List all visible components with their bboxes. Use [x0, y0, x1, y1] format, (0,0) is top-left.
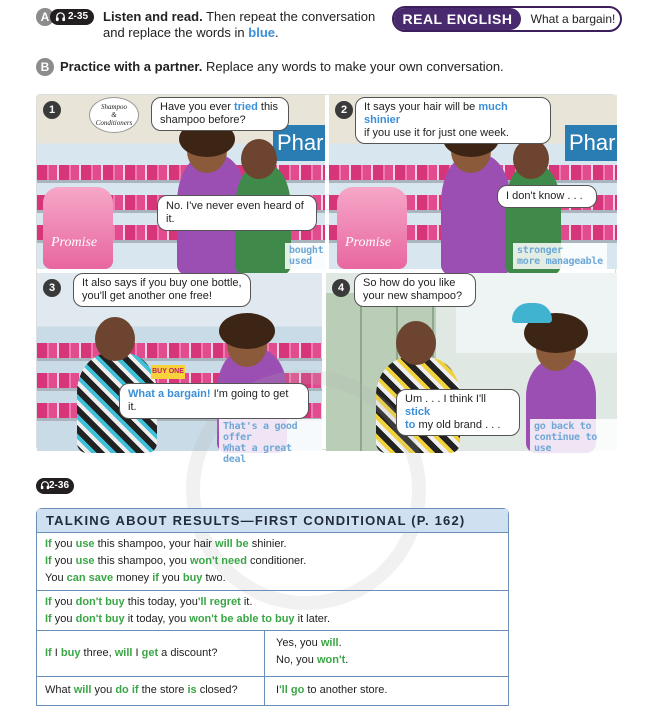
audio-track-badge[interactable]	[50, 9, 94, 25]
grammar-keyword: will	[73, 684, 92, 696]
instruction-bold: Listen and read.	[103, 9, 203, 24]
replaceable-word: What a bargain!	[128, 388, 211, 400]
speech-bubble	[119, 383, 309, 419]
grammar-keyword: will	[114, 647, 133, 659]
sticker-line: Shampoo	[100, 103, 128, 111]
grammar-section-2	[37, 591, 508, 631]
grammar-answers	[266, 631, 508, 676]
instruction-b-bold: Practice with a partner.	[60, 59, 203, 74]
girl-purple-shirt	[441, 155, 511, 275]
speech-text: It also says if you buy one bottle,	[82, 277, 242, 289]
grammar-answer	[276, 682, 508, 699]
alt-word: more manageable	[517, 256, 603, 267]
speech-text: Um . . . I think I'll	[405, 393, 486, 405]
speech-text: I'm going to get it.	[128, 388, 289, 413]
speech-bubble	[497, 185, 597, 208]
grammar-text: What	[45, 684, 74, 696]
grammar-text: it today, you	[124, 613, 190, 625]
grammar-keyword: buy	[60, 647, 81, 659]
grammar-text: two.	[202, 572, 226, 584]
boy-head	[396, 321, 436, 365]
real-english-label: REAL ENGLISH	[394, 8, 521, 30]
grammar-text: money	[113, 572, 153, 584]
replaceable-word: stick	[405, 406, 431, 418]
section-a-badge: A	[36, 8, 54, 26]
boy-head	[513, 139, 549, 179]
grammar-text: you	[158, 572, 183, 584]
grammar-question	[37, 677, 265, 705]
shampoo-bottle	[337, 187, 407, 269]
grammar-text: you	[51, 596, 76, 608]
grammar-text: Yes, you	[276, 637, 321, 649]
shampoo-sign	[89, 97, 139, 133]
real-english-box	[392, 6, 622, 32]
grammar-text: to another store.	[304, 684, 388, 696]
grammar-keyword: won't need	[189, 555, 247, 567]
speech-text: I don't know . . .	[506, 190, 583, 202]
grammar-example	[45, 570, 500, 587]
alt-word: bought	[289, 245, 324, 256]
panel-number: 3	[43, 279, 61, 297]
grammar-keyword: If	[45, 596, 52, 608]
speech-bubble	[157, 195, 317, 231]
speech-text: No. I've never even heard of it.	[166, 200, 304, 225]
speech-text: Have you ever	[160, 101, 234, 113]
grammar-keyword: will be	[215, 538, 249, 550]
sticker-line: Conditioners	[95, 119, 133, 127]
grammar-keyword: will	[320, 637, 339, 649]
grammar-keyword: do if	[115, 684, 139, 696]
grammar-text: this today, you	[124, 596, 198, 608]
track-number: 2-36	[49, 480, 70, 491]
grammar-text: the store	[138, 684, 188, 696]
speech-bubble	[396, 389, 520, 436]
shelf-price-tag: BUY ONE	[151, 365, 185, 379]
grammar-example	[45, 536, 500, 553]
section-b-instructions	[60, 59, 540, 75]
grammar-text: it later.	[294, 613, 331, 625]
girl-hair	[219, 313, 275, 349]
speech-bubble	[355, 97, 551, 144]
alt-word: That's a good offer	[223, 421, 298, 443]
alternative-words	[530, 419, 617, 456]
speech-text: It says your hair will be	[364, 101, 479, 113]
grammar-text: it.	[240, 596, 253, 608]
grammar-text: I	[132, 647, 142, 659]
speech-bubble	[354, 273, 476, 307]
grammar-keyword: won't	[316, 654, 346, 666]
headphones-icon	[40, 480, 50, 490]
grammar-keyword: don't buy	[75, 596, 125, 608]
alt-word: used	[289, 256, 312, 267]
instruction-rest: Then repeat the conversation	[202, 9, 376, 24]
alternative-words	[219, 419, 322, 467]
grammar-answer	[276, 635, 508, 652]
section-a-instructions	[103, 9, 393, 41]
audio-track-badge-2[interactable]	[36, 478, 74, 494]
comic-panel-3	[37, 273, 322, 465]
replaceable-word: tried	[233, 101, 258, 113]
grammar-keyword: won't be able to buy	[189, 613, 295, 625]
grammar-example	[45, 611, 500, 628]
speech-text: shampoo before?	[160, 114, 246, 126]
alternative-words	[285, 243, 327, 269]
grammar-keyword: If	[45, 613, 52, 625]
instruction-b-rest: Replace any words to make your own conversation.	[202, 59, 504, 74]
grammar-keyword: If	[45, 555, 52, 567]
comic-strip	[36, 94, 616, 465]
grammar-question-row	[37, 631, 508, 677]
grammar-keyword: If	[45, 647, 52, 659]
comic-panel-4	[326, 273, 617, 454]
alt-word: go back to	[534, 421, 592, 432]
shampoo-bottle	[43, 187, 113, 269]
speech-text: if you use it for just one week.	[364, 127, 509, 139]
alt-word: continue to use	[534, 432, 597, 454]
grammar-text: you	[51, 613, 76, 625]
grammar-table	[36, 508, 509, 706]
speech-text: So how do you like	[363, 277, 456, 289]
grammar-text: you	[91, 684, 116, 696]
panel-number: 2	[335, 101, 353, 119]
grammar-answer	[276, 652, 508, 669]
grammar-keyword: buy	[182, 572, 203, 584]
grammar-question	[37, 631, 265, 676]
grammar-keyword: can save	[66, 572, 114, 584]
grammar-example	[45, 594, 500, 611]
grammar-text: You	[45, 572, 67, 584]
grammar-text: this shampoo, your hair	[94, 538, 216, 550]
alternative-words	[513, 243, 607, 269]
speech-bubble	[151, 97, 289, 131]
comic-panel-1	[37, 95, 325, 269]
grammar-text: No, you	[276, 654, 317, 666]
grammar-text: a discount?	[158, 647, 218, 659]
grammar-section-1	[37, 533, 508, 591]
grammar-text: this shampoo, you	[94, 555, 190, 567]
grammar-text: you	[51, 555, 76, 567]
grammar-example	[45, 645, 264, 662]
cap	[512, 303, 552, 323]
comic-panel-2	[329, 95, 617, 269]
panel-number: 4	[332, 279, 350, 297]
grammar-keyword: 'll regret	[197, 596, 241, 608]
instruction-line2-end: .	[275, 25, 279, 40]
instruction-blue-word: blue	[248, 25, 275, 40]
grammar-keyword: use	[75, 555, 95, 567]
grammar-keyword: is	[187, 684, 197, 696]
grammar-keyword: use	[75, 538, 95, 550]
replaceable-word: much shinier	[364, 101, 508, 126]
grammar-example	[45, 553, 500, 570]
grammar-keyword: 'll go	[279, 684, 305, 696]
speech-text: your new shampoo?	[363, 290, 463, 302]
section-b-badge: B	[36, 58, 54, 76]
speech-bubble	[73, 273, 251, 307]
alt-word: What a great deal	[223, 443, 292, 465]
track-number: 2-35	[68, 11, 89, 22]
speech-text: you'll get another one free!	[82, 290, 212, 302]
real-english-phrase: What a bargain!	[530, 12, 616, 26]
alt-word: stronger	[517, 245, 563, 256]
grammar-keyword: If	[45, 538, 52, 550]
bottle-brand: Promise	[51, 235, 98, 250]
boy-head	[241, 139, 277, 179]
shelf	[37, 343, 322, 361]
grammar-text: I	[51, 647, 61, 659]
headphones-icon	[55, 11, 66, 22]
grammar-text: .	[345, 654, 349, 666]
grammar-text: three,	[80, 647, 115, 659]
boy-head	[95, 317, 135, 361]
grammar-text: I	[276, 684, 280, 696]
speech-text: this	[257, 101, 279, 113]
grammar-text: closed?	[196, 684, 238, 696]
speech-text: my old brand . . .	[415, 419, 501, 431]
bottle-brand: Promise	[345, 235, 392, 250]
grammar-question-row	[37, 677, 508, 705]
pharmacy-sign: Phar	[273, 125, 325, 161]
pharmacy-sign: Phar	[565, 125, 617, 161]
grammar-keyword: get	[141, 647, 159, 659]
panel-number: 1	[43, 101, 61, 119]
grammar-answers	[266, 677, 508, 705]
grammar-title: TALKING ABOUT RESULTS—FIRST CONDITIONAL (P. 162)	[37, 509, 508, 533]
grammar-text: conditioner.	[246, 555, 307, 567]
grammar-text: .	[338, 637, 342, 649]
replaceable-word: to	[405, 419, 416, 431]
grammar-keyword: if	[152, 572, 159, 584]
grammar-keyword: don't buy	[75, 613, 125, 625]
instruction-line2: and replace the words in	[103, 25, 249, 40]
grammar-text: you	[51, 538, 76, 550]
grammar-text: shinier.	[248, 538, 287, 550]
grammar-example	[45, 682, 264, 699]
sticker-line: &	[111, 111, 117, 119]
